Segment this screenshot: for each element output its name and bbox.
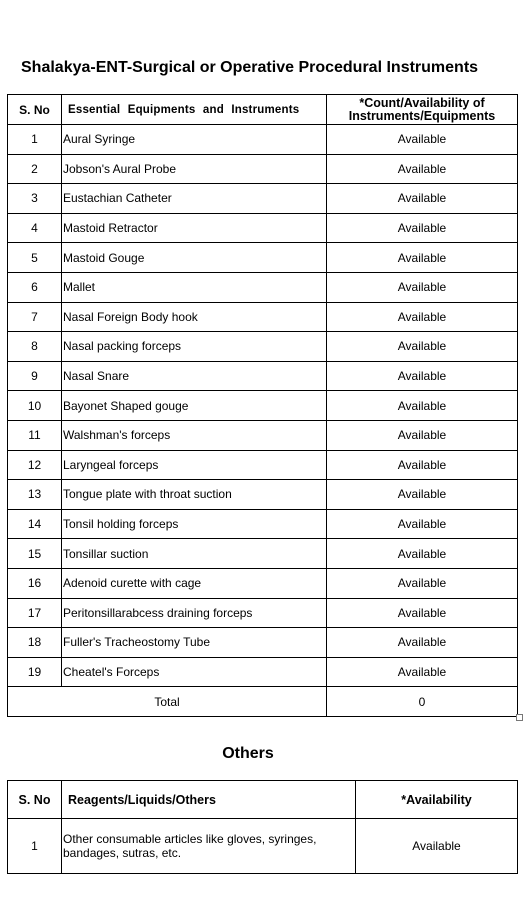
row-sno: 18 [8,628,62,658]
row-sno: 16 [8,568,62,598]
row-sno: 2 [8,154,62,184]
others-table [7,780,518,874]
others-header-sno: S. No [8,781,62,819]
header-name: Essential Equipments and Instruments [62,95,327,125]
row-availability: Available [327,184,518,214]
row-availability: Available [327,361,518,391]
row-availability: Available [327,450,518,480]
row-name: Adenoid curette with cage [62,568,327,598]
row-sno: 5 [8,243,62,273]
table-row [8,272,518,302]
row-sno: 15 [8,539,62,569]
table-row [8,154,518,184]
row-name: Aural Syringe [62,125,327,155]
table-row [8,391,518,421]
table-row [8,184,518,214]
row-availability: Available [327,213,518,243]
row-name: Peritonsillarabcess draining forceps [62,598,327,628]
total-label: Total [8,687,327,717]
row-sno: 3 [8,184,62,214]
row-name: Tonsillar suction [62,539,327,569]
row-name: Walshman's forceps [62,420,327,450]
row-sno: 8 [8,332,62,362]
table-row [8,450,518,480]
row-availability: Available [327,420,518,450]
row-name: Tonsil holding forceps [62,509,327,539]
row-sno: 10 [8,391,62,421]
row-availability: Available [327,125,518,155]
row-name: Eustachian Catheter [62,184,327,214]
others-title: Others [222,745,274,762]
row-name: Fuller's Tracheostomy Tube [62,628,327,658]
row-name: Nasal packing forceps [62,332,327,362]
row-availability: Available [327,332,518,362]
table-row [8,420,518,450]
row-sno: 6 [8,272,62,302]
table-row [8,568,518,598]
table-header-row [8,95,518,125]
row-availability: Available [327,272,518,302]
row-sno: 17 [8,598,62,628]
total-row [8,687,518,717]
others-header-availability: *Availability [356,781,518,819]
row-sno: 13 [8,480,62,510]
table-row [8,598,518,628]
instruments-table [7,94,518,717]
others-table-body [8,819,518,874]
row-availability: Available [327,598,518,628]
table-row [8,361,518,391]
row-name: Nasal Snare [62,361,327,391]
others-header-row [8,781,518,819]
row-name: Tongue plate with throat suction [62,480,327,510]
row-sno: 7 [8,302,62,332]
row-name: Other consumable articles like gloves, syringes, bandages, sutras, etc. [62,819,356,874]
table-row [8,628,518,658]
row-availability: Available [327,539,518,569]
row-availability: Available [327,302,518,332]
table-row [8,509,518,539]
header-sno: S. No [8,95,62,125]
others-header-name: Reagents/Liquids/Others [62,781,356,819]
row-availability: Available [327,509,518,539]
row-sno: 1 [8,819,62,874]
table-row [8,819,518,874]
row-sno: 4 [8,213,62,243]
total-value: 0 [327,687,518,717]
row-name: Cheatel's Forceps [62,657,327,687]
header-availability: *Count/Availability of Instruments/Equipments [327,95,518,125]
table-row [8,332,518,362]
table-row [8,302,518,332]
table-row [8,125,518,155]
row-name: Mallet [62,272,327,302]
row-sno: 19 [8,657,62,687]
row-availability: Available [327,391,518,421]
row-availability: Available [327,657,518,687]
row-availability: Available [327,154,518,184]
table-resize-handle[interactable] [516,714,523,721]
table-row [8,657,518,687]
row-name: Jobson's Aural Probe [62,154,327,184]
row-name: Mastoid Gouge [62,243,327,273]
row-sno: 14 [8,509,62,539]
row-name: Mastoid Retractor [62,213,327,243]
instruments-table-body [8,125,518,687]
row-sno: 1 [8,125,62,155]
table-row [8,213,518,243]
table-row [8,480,518,510]
row-name: Bayonet Shaped gouge [62,391,327,421]
row-sno: 11 [8,420,62,450]
row-sno: 12 [8,450,62,480]
row-availability: Available [327,628,518,658]
row-name: Laryngeal forceps [62,450,327,480]
row-availability: Available [356,819,518,874]
row-availability: Available [327,480,518,510]
row-name: Nasal Foreign Body hook [62,302,327,332]
row-sno: 9 [8,361,62,391]
table-row [8,539,518,569]
table-row [8,243,518,273]
page-title: Shalakya-ENT-Surgical or Operative Procedural Instruments [21,59,479,76]
row-availability: Available [327,243,518,273]
row-availability: Available [327,568,518,598]
